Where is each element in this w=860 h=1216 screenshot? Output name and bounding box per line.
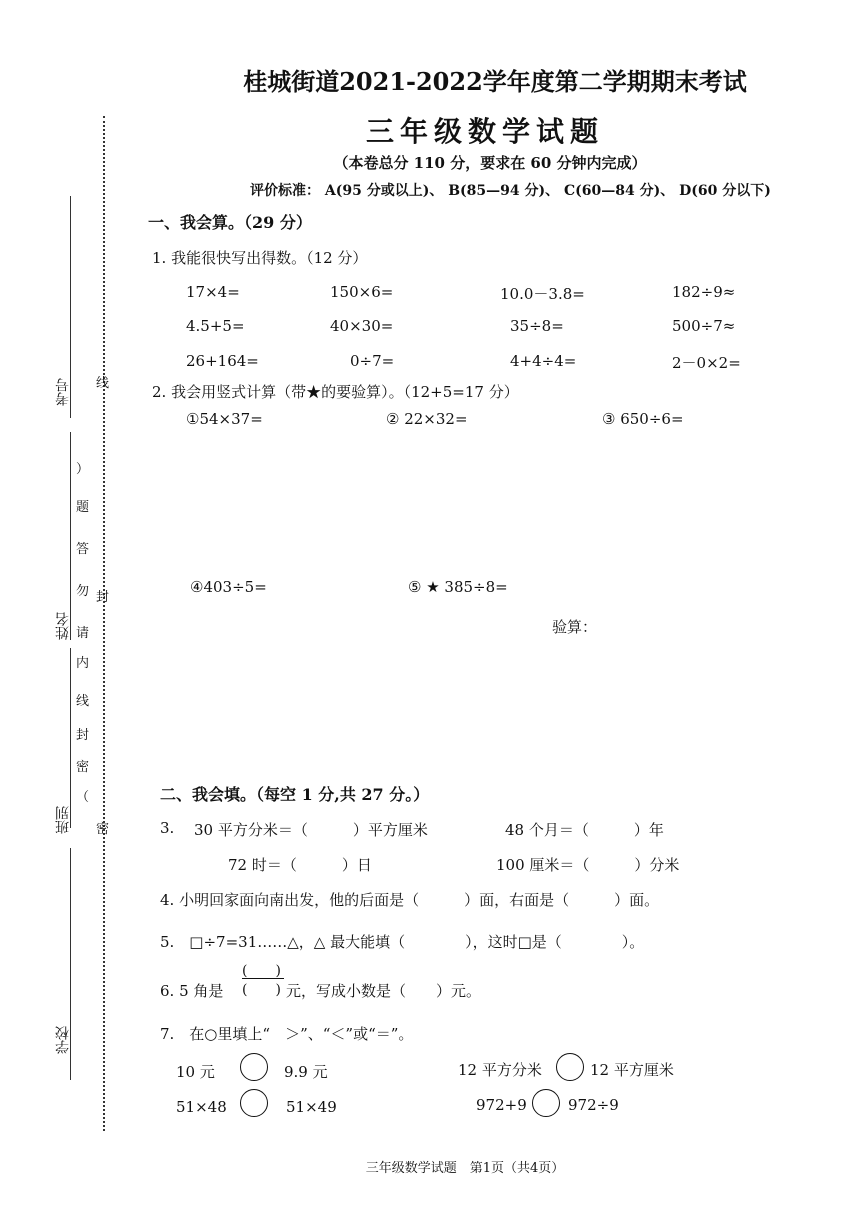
q3-number: 3. — [160, 819, 175, 837]
seal-seal-word: 封 — [96, 590, 110, 605]
vertical-calc-item: ①54×37= — [186, 410, 263, 428]
compare-left: 972+9 — [476, 1096, 527, 1114]
calc-item: 4.5+5= — [186, 317, 245, 335]
calc-item: 17×4= — [186, 283, 240, 301]
compare-circle[interactable] — [556, 1053, 584, 1081]
seal-line-word: 线 — [96, 376, 110, 391]
paper-subtitle: 三年级数学试题 — [365, 115, 604, 148]
seal-notice-char: 封 — [76, 728, 90, 743]
name-line — [70, 432, 71, 640]
check-label: 验算： — [552, 618, 598, 636]
calc-item: 2－0×2= — [672, 354, 741, 372]
compare-right: 51×49 — [286, 1098, 337, 1116]
q6-fraction — [240, 962, 286, 996]
exam-no-label: 考号 — [55, 378, 71, 406]
compare-circle[interactable] — [532, 1089, 560, 1117]
seal-notice-char: 勿 — [76, 584, 90, 599]
calc-item: 26+164= — [186, 352, 259, 370]
fraction-numerator: ( ) — [242, 963, 281, 979]
page-footer: 三年级数学试题 第1页（共4页） — [365, 1161, 565, 1176]
calc-item: 35÷8= — [510, 317, 564, 335]
q5-text: 5. □÷7=31……△，△ 最大能填（ ），这时□是（ ）。 — [160, 933, 645, 951]
q3-fill-d: 100 厘米＝（ ）分米 — [496, 856, 680, 874]
calc-item: 4+4÷4= — [510, 352, 577, 370]
exam-title: 桂城街道2021-2022学年度第二学期期末考试 — [243, 67, 747, 96]
calc-item: 182÷9≈ — [672, 283, 736, 301]
paper-note: （本卷总分 110 分，要求在 60 分钟内完成） — [333, 154, 647, 172]
class-label: 班别 — [55, 806, 71, 834]
q6-prefix: 6. 5 角是 — [160, 982, 224, 1000]
seal-notice-char: 密 — [76, 760, 90, 775]
calc-item: 0÷7= — [350, 352, 395, 370]
compare-circle[interactable] — [240, 1089, 268, 1117]
school-label: 学校 — [55, 1026, 71, 1054]
seal-mi-word: 密 — [96, 822, 110, 837]
grading-criteria: 评价标准： A(95 分或以上)、 B(85—94 分)、 C(60—84 分)、 D(60 分以下) — [250, 183, 771, 199]
vertical-calc-item: ② 22×32= — [386, 410, 468, 428]
seal-notice-char: 答 — [76, 542, 90, 557]
calc-item: 150×6= — [330, 283, 394, 301]
q7-label: 7. 在○里填上“ ＞”、“＜”或“＝”。 — [160, 1025, 414, 1043]
q3-fill-b: 48 个月＝（ ）年 — [505, 821, 664, 839]
q3-fill-c: 72 时＝（ ）日 — [228, 856, 372, 874]
q6-suffix: 元，写成小数是（ ）元。 — [286, 982, 482, 1000]
q1-label: 1. 我能很快写出得数。（12 分） — [152, 249, 368, 267]
compare-right: 972÷9 — [568, 1096, 619, 1114]
seal-notice-char: 内 — [76, 656, 90, 671]
calc-item: 10.0－3.8= — [500, 285, 585, 303]
section1-title: 一、我会算。（29 分） — [148, 213, 312, 232]
class-line — [70, 648, 71, 828]
compare-left: 10 元 — [176, 1063, 215, 1081]
seal-notice-char: 题 — [76, 500, 90, 515]
vertical-calc-item: ⑤ ★ 385÷8= — [408, 578, 508, 596]
seal-notice-char: ） — [76, 462, 90, 477]
vertical-calc-item: ③ 650÷6= — [602, 410, 684, 428]
q4-text: 4. 小明回家面向南出发，他的后面是（ ）面，右面是（ ）面。 — [160, 891, 660, 909]
calc-item: 500÷7≈ — [672, 317, 736, 335]
section2-title: 二、我会填。（每空 1 分,共 27 分。） — [160, 785, 430, 804]
compare-circle[interactable] — [240, 1053, 268, 1081]
name-label: 姓名 — [55, 612, 71, 640]
q2-label: 2. 我会用竖式计算（带★的要验算）。（12+5=17 分） — [152, 383, 519, 401]
seal-notice-char: （ — [76, 790, 90, 805]
q3-fill-a: 30 平方分米＝（ ）平方厘米 — [194, 821, 428, 839]
compare-left: 51×48 — [176, 1098, 227, 1116]
compare-right: 9.9 元 — [284, 1063, 328, 1081]
fraction-denominator: ( ) — [242, 982, 281, 998]
binding-dotted-line — [103, 116, 105, 1131]
seal-notice-char: 线 — [76, 694, 90, 709]
vertical-calc-item: ④403÷5= — [190, 578, 267, 596]
compare-left: 12 平方分米 — [458, 1061, 542, 1079]
calc-item: 40×30= — [330, 317, 394, 335]
compare-right: 12 平方厘米 — [590, 1061, 674, 1079]
seal-notice-char: 请 — [76, 626, 90, 641]
